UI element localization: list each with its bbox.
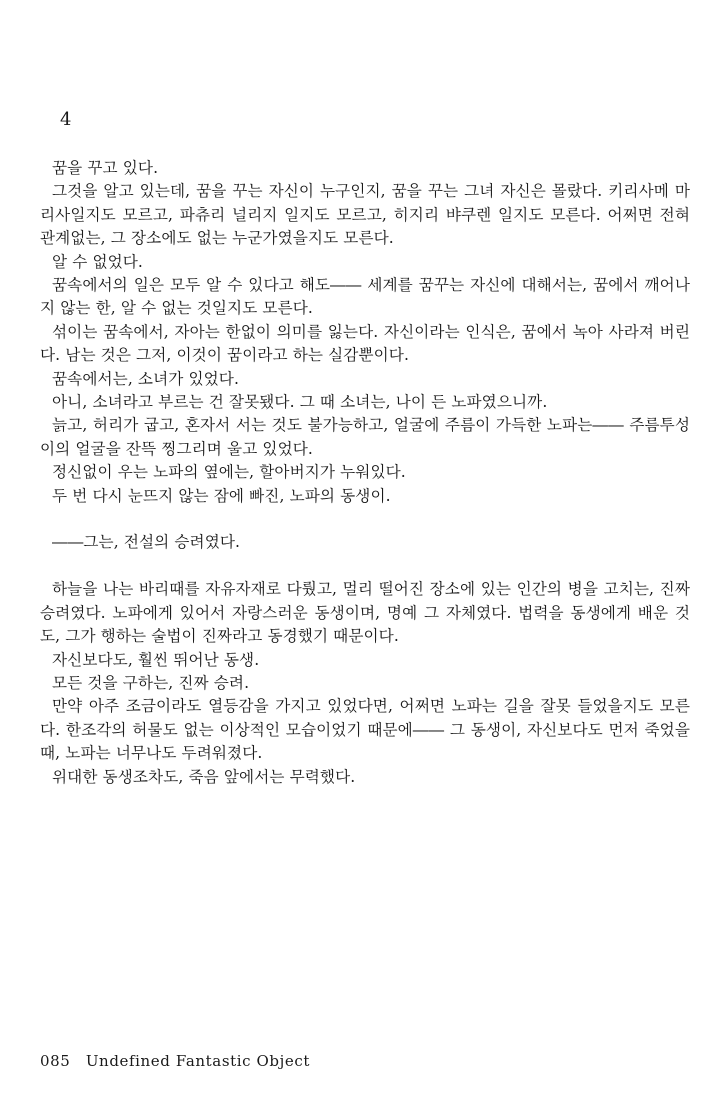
- chapter-number: 4: [60, 109, 72, 130]
- paragraph: 아니, 소녀라고 부르는 건 잘못됐다. 그 때 소녀는, 나이 든 노파였으니까.: [52, 393, 548, 412]
- page-number: 085: [40, 1052, 71, 1070]
- paragraph-spacer: [40, 555, 690, 578]
- paragraph: 위대한 동생조차도, 죽음 앞에서는 무력했다.: [52, 767, 356, 786]
- paragraph: 꿈속에서의 일은 모두 알 수 있다고 해도―― 세계를 꿈꾸는 자신에 대해서는, 꿈에서 깨어나지 않는 한, 알 수 없는 것일지도 모른다.: [40, 276, 690, 318]
- paragraph: ――그는, 전설의 승려였다.: [52, 533, 241, 552]
- paragraph: 꿈속에서는, 소녀가 있었다.: [52, 369, 240, 388]
- body-text: [40, 157, 690, 789]
- paragraph: 두 번 다시 눈뜨지 않는 잠에 빠진, 노파의 동생이.: [52, 486, 391, 505]
- paragraph: 모든 것을 구하는, 진짜 승려.: [52, 673, 250, 692]
- paragraph: 만약 아주 조금이라도 열등감을 가지고 있었다면, 어쩌면 노파는 길을 잘못 들었을지도 모른다. 한조각의 허물도 없는 이상적인 모습이었기 때문에―― 그 동생이, 자신보다도 먼저 죽었을 때, 노파는 너무나도 두려워졌다.: [40, 697, 690, 763]
- paragraph-spacer: [40, 508, 690, 531]
- paragraph: 정신없이 우는 노파의 옆에는, 할아버지가 누워있다.: [52, 463, 406, 482]
- page-footer: [40, 1051, 310, 1071]
- paragraph: 그것을 알고 있는데, 꿈을 꾸는 자신이 누구인지, 꿈을 꾸는 그녀 자신은 몰랐다. 키리사메 마리사일지도 모르고, 파츄리 널리지 일지도 모르고, 히지리 뱌쿠렌 일지도 모른다. 어쩌면 전혀 관계없는, 그 장소에도 없는 누군가였을지도 모른다.: [40, 182, 690, 248]
- paragraph: 알 수 없었다.: [52, 252, 143, 271]
- paragraph: 꿈을 꾸고 있다.: [52, 159, 159, 177]
- paragraph: 섞이는 꿈속에서, 자아는 한없이 의미를 잃는다. 자신이라는 인식은, 꿈에서 녹아 사라져 버린다. 남는 것은 그저, 이것이 꿈이라고 하는 실감뿐이다.: [40, 322, 690, 365]
- book-title: Undefined Fantastic Object: [85, 1052, 310, 1070]
- paragraph: 하늘을 나는 바리때를 자유자재로 다뤘고, 멀리 떨어진 장소에 있는 인간의 병을 고치는, 진짜 승려였다. 노파에게 있어서 자랑스러운 동생이며, 명예 그 자체였다. 법력을 동생에게 배운 것도, 그가 행하는 술법이 진짜라고 동경했기 때문이다.: [40, 580, 690, 646]
- paragraph: 늙고, 허리가 굽고, 혼자서 서는 것도 불가능하고, 얼굴에 주름이 가득한 노파는―― 주름투성이의 얼굴을 잔뜩 찡그리며 울고 있었다.: [40, 416, 690, 458]
- paragraph: 자신보다도, 훨씬 뛰어난 동생.: [52, 650, 260, 669]
